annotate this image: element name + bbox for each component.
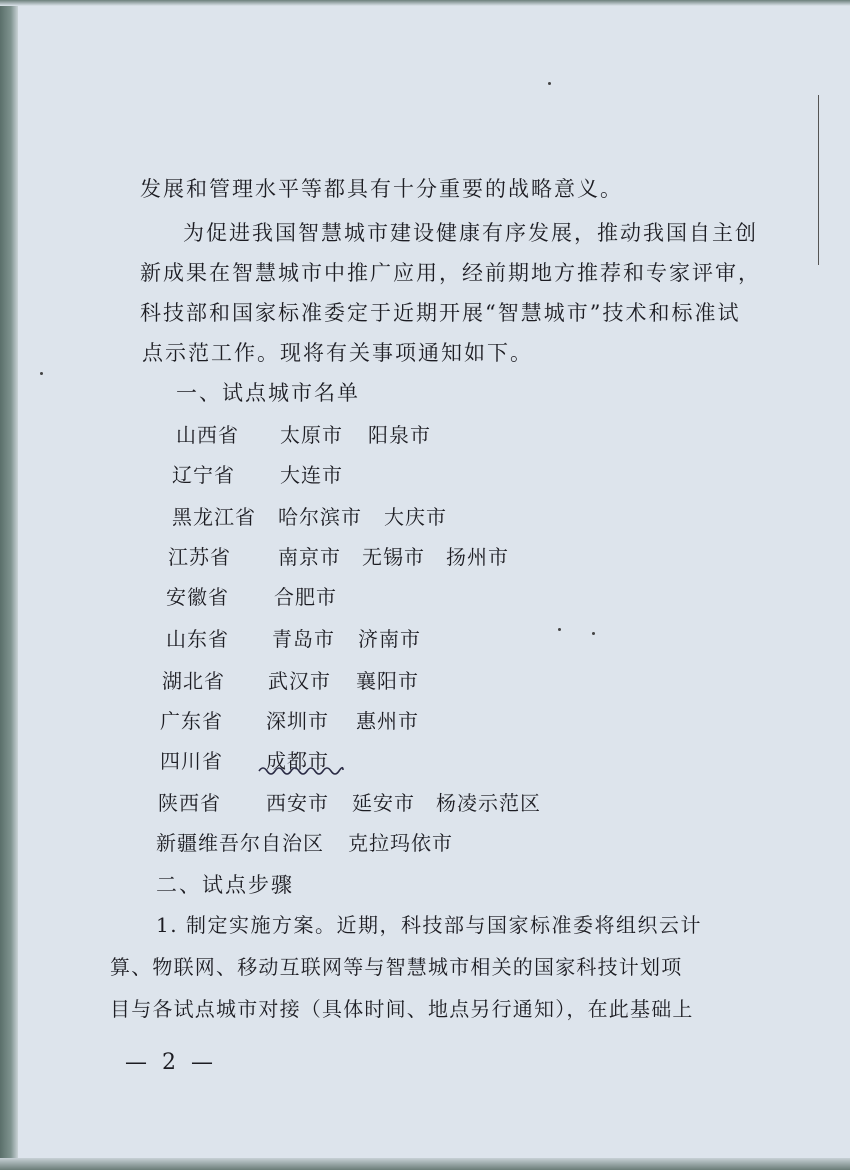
paragraph-line: 发展和管理水平等都具有十分重要的战略意义。 bbox=[140, 177, 623, 201]
scan-bottom-edge bbox=[0, 1158, 850, 1170]
province-name: 江苏省 bbox=[168, 545, 231, 569]
paragraph-line: 为促进我国智慧城市建设健康有序发展，推动我国自主创 bbox=[183, 221, 758, 245]
scan-left-edge bbox=[0, 0, 18, 1170]
province-name: 陕西省 bbox=[158, 791, 221, 815]
city-name: 南京市 bbox=[278, 545, 341, 569]
city-name: 扬州市 bbox=[446, 545, 509, 569]
paragraph-line: 新成果在智慧城市中推广应用，经前期地方推荐和专家评审， bbox=[140, 261, 761, 285]
province-name: 湖北省 bbox=[162, 669, 225, 693]
province-name: 四川省 bbox=[160, 749, 223, 773]
paragraph-line: 算、物联网、移动互联网等与智慧城市相关的国家科技计划项 bbox=[110, 955, 683, 979]
city-name: 哈尔滨市 bbox=[278, 505, 362, 529]
province-name: 山东省 bbox=[166, 627, 229, 651]
city-name: 阳泉市 bbox=[368, 423, 431, 447]
scan-speck bbox=[548, 82, 551, 85]
city-name: 西安市 bbox=[266, 791, 329, 815]
paragraph-line: 1. 制定实施方案。近期，科技部与国家标准委将组织云计 bbox=[156, 913, 702, 937]
province-name: 安徽省 bbox=[166, 585, 229, 609]
paragraph-line: 科技部和国家标准委定于近期开展“智慧城市”技术和标准试 bbox=[140, 301, 741, 325]
scan-speck bbox=[558, 628, 561, 631]
province-name: 辽宁省 bbox=[172, 463, 235, 487]
city-name: 济南市 bbox=[358, 627, 421, 651]
city-name: 武汉市 bbox=[268, 669, 331, 693]
city-name: 大连市 bbox=[280, 463, 343, 487]
city-name: 成都市 bbox=[266, 749, 329, 773]
province-name: 广东省 bbox=[160, 709, 223, 733]
city-name: 合肥市 bbox=[274, 585, 337, 609]
city-name: 大庆市 bbox=[384, 505, 447, 529]
province-name: 山西省 bbox=[176, 423, 239, 447]
scan-speck bbox=[592, 632, 595, 635]
page-number: — 2 — bbox=[125, 1050, 217, 1075]
province-name: 新疆维吾尔自治区 bbox=[156, 831, 324, 855]
scan-artifact-line bbox=[818, 95, 819, 265]
city-name: 深圳市 bbox=[266, 709, 329, 733]
paragraph-line: 点示范工作。现将有关事项通知如下。 bbox=[142, 341, 533, 365]
handwritten-underline bbox=[258, 764, 344, 778]
city-name: 杨凌示范区 bbox=[436, 791, 541, 815]
scan-top-edge bbox=[0, 0, 850, 6]
province-name: 黑龙江省 bbox=[172, 505, 256, 529]
section-title: 一、试点城市名单 bbox=[176, 381, 360, 405]
scan-speck bbox=[40, 372, 43, 375]
city-name: 延安市 bbox=[352, 791, 415, 815]
paragraph-line: 目与各试点城市对接（具体时间、地点另行通知），在此基础上 bbox=[110, 997, 694, 1021]
city-name: 克拉玛依市 bbox=[348, 831, 453, 855]
city-name: 襄阳市 bbox=[356, 669, 419, 693]
section-title: 二、试点步骤 bbox=[156, 873, 294, 897]
city-name: 惠州市 bbox=[356, 709, 419, 733]
city-name: 青岛市 bbox=[272, 627, 335, 651]
city-name: 无锡市 bbox=[362, 545, 425, 569]
city-name: 太原市 bbox=[280, 423, 343, 447]
